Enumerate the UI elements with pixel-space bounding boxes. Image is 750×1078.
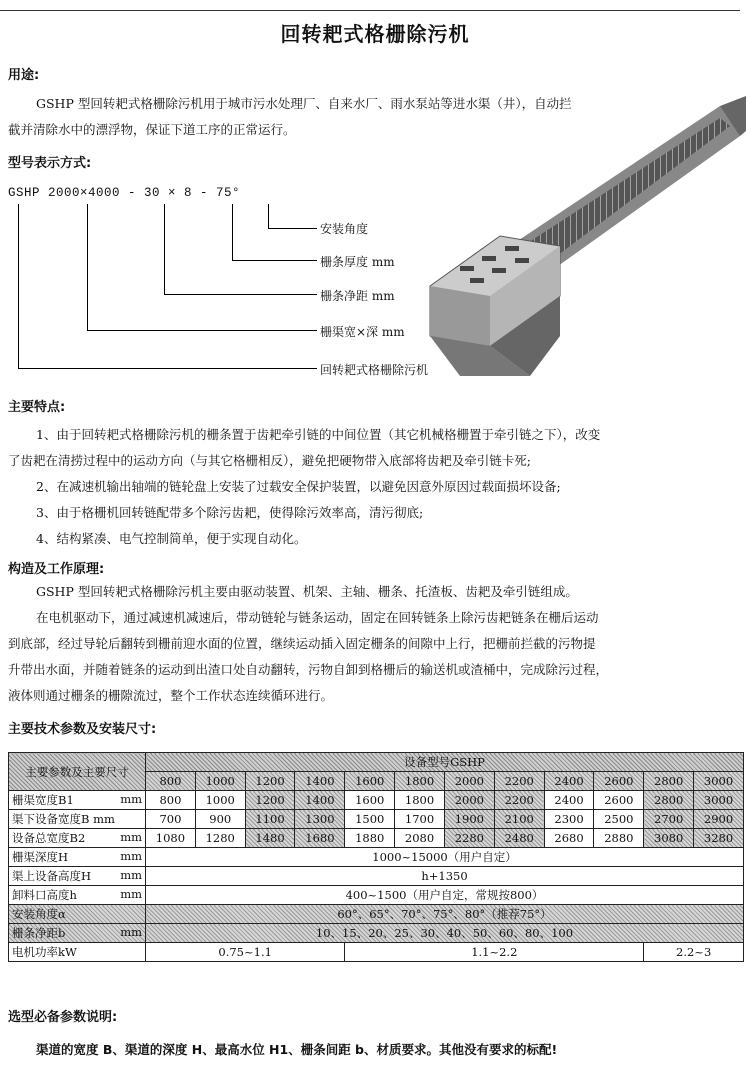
cell: 1700 bbox=[395, 810, 445, 829]
model-part-channel: 栅渠宽×深 mm bbox=[320, 325, 405, 339]
feature-1b: 了齿耙在清捞过程中的运动方向（与其它格栅相反），避免把硬物带入底部将齿耙及牵引链卡死; bbox=[8, 453, 531, 468]
model-col: 1800 bbox=[395, 772, 445, 791]
row-label: 栅渠宽度B1 mm bbox=[9, 791, 146, 810]
model-col: 2400 bbox=[544, 772, 594, 791]
cell: 1000~15000（用户自定） bbox=[146, 848, 744, 867]
cell: 2280 bbox=[444, 829, 494, 848]
cell: 2080 bbox=[395, 829, 445, 848]
cell: 1400 bbox=[295, 791, 345, 810]
cell: 1000 bbox=[195, 791, 245, 810]
bracket-line-1 bbox=[268, 204, 317, 229]
table-row bbox=[9, 886, 744, 905]
model-col: 800 bbox=[146, 772, 196, 791]
cell: 2480 bbox=[494, 829, 544, 848]
table-row bbox=[9, 829, 744, 848]
machine-illustration bbox=[420, 96, 746, 388]
cell: 2680 bbox=[544, 829, 594, 848]
feature-1a: 1、由于回转耙式格栅除污机的栅条置于齿耙牵引链的中间位置（其它机械格栅置于牵引链之下），改变 bbox=[36, 427, 601, 442]
row-label: 卸料口高度h mm bbox=[9, 886, 146, 905]
cell: 1480 bbox=[245, 829, 295, 848]
table-corner: 主要参数及主要尺寸 bbox=[9, 753, 146, 791]
feature-2: 2、在减速机输出轴端的链轮盘上安装了过载安全保护装置，以避免因意外原因过载面损坏设备; bbox=[36, 479, 561, 494]
cell: 3000 bbox=[694, 791, 744, 810]
model-code: GSHP 2000×4000 - 30 × 8 - 75° bbox=[8, 186, 241, 200]
cell: 3280 bbox=[694, 829, 744, 848]
model-heading: 型号表示方式: bbox=[8, 156, 92, 171]
page-title: 回转耙式格栅除污机 bbox=[280, 22, 470, 46]
row-label: 安装角度α bbox=[9, 905, 146, 924]
cell: 1.1~2.2 bbox=[345, 943, 644, 962]
cell: 1600 bbox=[345, 791, 395, 810]
cell: 1880 bbox=[345, 829, 395, 848]
cell: 1500 bbox=[345, 810, 395, 829]
cell: 2300 bbox=[544, 810, 594, 829]
model-part-name: 回转耙式格栅除污机 bbox=[320, 363, 429, 377]
row-label: 栅渠深度H mm bbox=[9, 848, 146, 867]
usage-text-1: GSHP 型回转耙式格栅除污机用于城市污水处理厂、自来水厂、雨水泵站等进水渠（井），自动拦 bbox=[36, 96, 572, 111]
cell: 1200 bbox=[245, 791, 295, 810]
cell: 1800 bbox=[395, 791, 445, 810]
cell: 1300 bbox=[295, 810, 345, 829]
cell: 1280 bbox=[195, 829, 245, 848]
features-heading: 主要特点: bbox=[8, 400, 66, 415]
cell: 2700 bbox=[644, 810, 694, 829]
cell: 700 bbox=[146, 810, 196, 829]
cell: 2900 bbox=[694, 810, 744, 829]
cell: 60°、65°、70°、75°、80°（推荐75°） bbox=[146, 905, 744, 924]
cell: 3080 bbox=[644, 829, 694, 848]
row-label: 栅条净距b mm bbox=[9, 924, 146, 943]
cell: 2400 bbox=[544, 791, 594, 810]
cell: 1900 bbox=[444, 810, 494, 829]
cell: h+1350 bbox=[146, 867, 744, 886]
cell: 0.75~1.1 bbox=[146, 943, 345, 962]
feature-4: 4、结构紧凑、电气控制简单，便于实现自动化。 bbox=[36, 531, 307, 546]
cell: 1680 bbox=[295, 829, 345, 848]
feature-3: 3、由于格栅机回转链配带多个除污齿耙，使得除污效率高，清污彻底; bbox=[36, 505, 424, 520]
table-row bbox=[9, 943, 744, 962]
model-col: 2000 bbox=[444, 772, 494, 791]
cell: 2100 bbox=[494, 810, 544, 829]
model-part-spacing: 栅条净距 mm bbox=[320, 289, 395, 303]
cell: 2600 bbox=[594, 791, 644, 810]
cell: 1100 bbox=[245, 810, 295, 829]
note-heading: 选型必备参数说明: bbox=[8, 1010, 118, 1025]
cell: 900 bbox=[195, 810, 245, 829]
cell: 2.2~3 bbox=[644, 943, 744, 962]
table-row bbox=[9, 905, 744, 924]
model-col: 1400 bbox=[295, 772, 345, 791]
principle-2: 在电机驱动下，通过减速机减速后，带动链轮与链条运动，固定在回转链条上除污齿耙链条在栅后运动 bbox=[36, 610, 599, 625]
model-col: 1000 bbox=[195, 772, 245, 791]
model-col: 1600 bbox=[345, 772, 395, 791]
note-text: 渠道的宽度 B、渠道的深度 H、最高水位 H1、栅条间距 b、材质要求。其他没有要求的标配! bbox=[36, 1042, 558, 1057]
cell: 800 bbox=[146, 791, 196, 810]
principle-1: GSHP 型回转耙式格栅除污机主要由驱动装置、机架、主轴、栅条、托渣板、齿耙及牵引链组成。 bbox=[36, 584, 578, 599]
top-rule bbox=[0, 10, 740, 11]
params-heading: 主要技术参数及安装尺寸: bbox=[8, 722, 157, 737]
usage-heading: 用途: bbox=[8, 68, 40, 83]
model-col: 2200 bbox=[494, 772, 544, 791]
model-col: 3000 bbox=[694, 772, 744, 791]
spec-table bbox=[8, 752, 744, 962]
row-label: 设备总宽度B2 mm bbox=[9, 829, 146, 848]
table-header-row bbox=[9, 753, 744, 772]
principle-5: 液体则通过栅条的栅隙流过，整个工作状态连续循环进行。 bbox=[8, 688, 334, 703]
row-label: 电机功率kW bbox=[9, 943, 146, 962]
usage-text-2: 截并清除水中的漂浮物，保证下道工序的正常运行。 bbox=[8, 122, 296, 137]
table-row bbox=[9, 791, 744, 810]
cell: 400~1500（用户自定，常规按800） bbox=[146, 886, 744, 905]
principle-4: 升带出水面，并随着链条的运动到出渣口处自动翻转，污物自卸到格栅后的输送机或渣桶中，完成除污过程， bbox=[8, 662, 609, 677]
table-row bbox=[9, 810, 744, 829]
cell: 10、15、20、25、30、40、50、60、80、100 bbox=[146, 924, 744, 943]
model-part-angle: 安装角度 bbox=[320, 222, 369, 236]
cell: 1080 bbox=[146, 829, 196, 848]
model-col: 2800 bbox=[644, 772, 694, 791]
table-row bbox=[9, 924, 744, 943]
cell: 2880 bbox=[594, 829, 644, 848]
table-row bbox=[9, 867, 744, 886]
principle-3: 到底部，经过导轮后翻转到栅前迎水面的位置，继续运动插入固定栅条的间隙中上行，把栅前拦截的污物提 bbox=[8, 636, 596, 651]
cell: 2800 bbox=[644, 791, 694, 810]
cell: 2000 bbox=[444, 791, 494, 810]
row-label: 渠下设备宽度B mm bbox=[9, 810, 146, 829]
model-col: 1200 bbox=[245, 772, 295, 791]
cell: 2200 bbox=[494, 791, 544, 810]
principle-heading: 构造及工作原理: bbox=[8, 562, 105, 577]
model-col: 2600 bbox=[594, 772, 644, 791]
model-part-thickness: 栅条厚度 mm bbox=[320, 255, 395, 269]
table-group-header: 设备型号GSHP bbox=[146, 753, 744, 772]
cell: 2500 bbox=[594, 810, 644, 829]
table-row bbox=[9, 848, 744, 867]
row-label: 渠上设备高度H mm bbox=[9, 867, 146, 886]
